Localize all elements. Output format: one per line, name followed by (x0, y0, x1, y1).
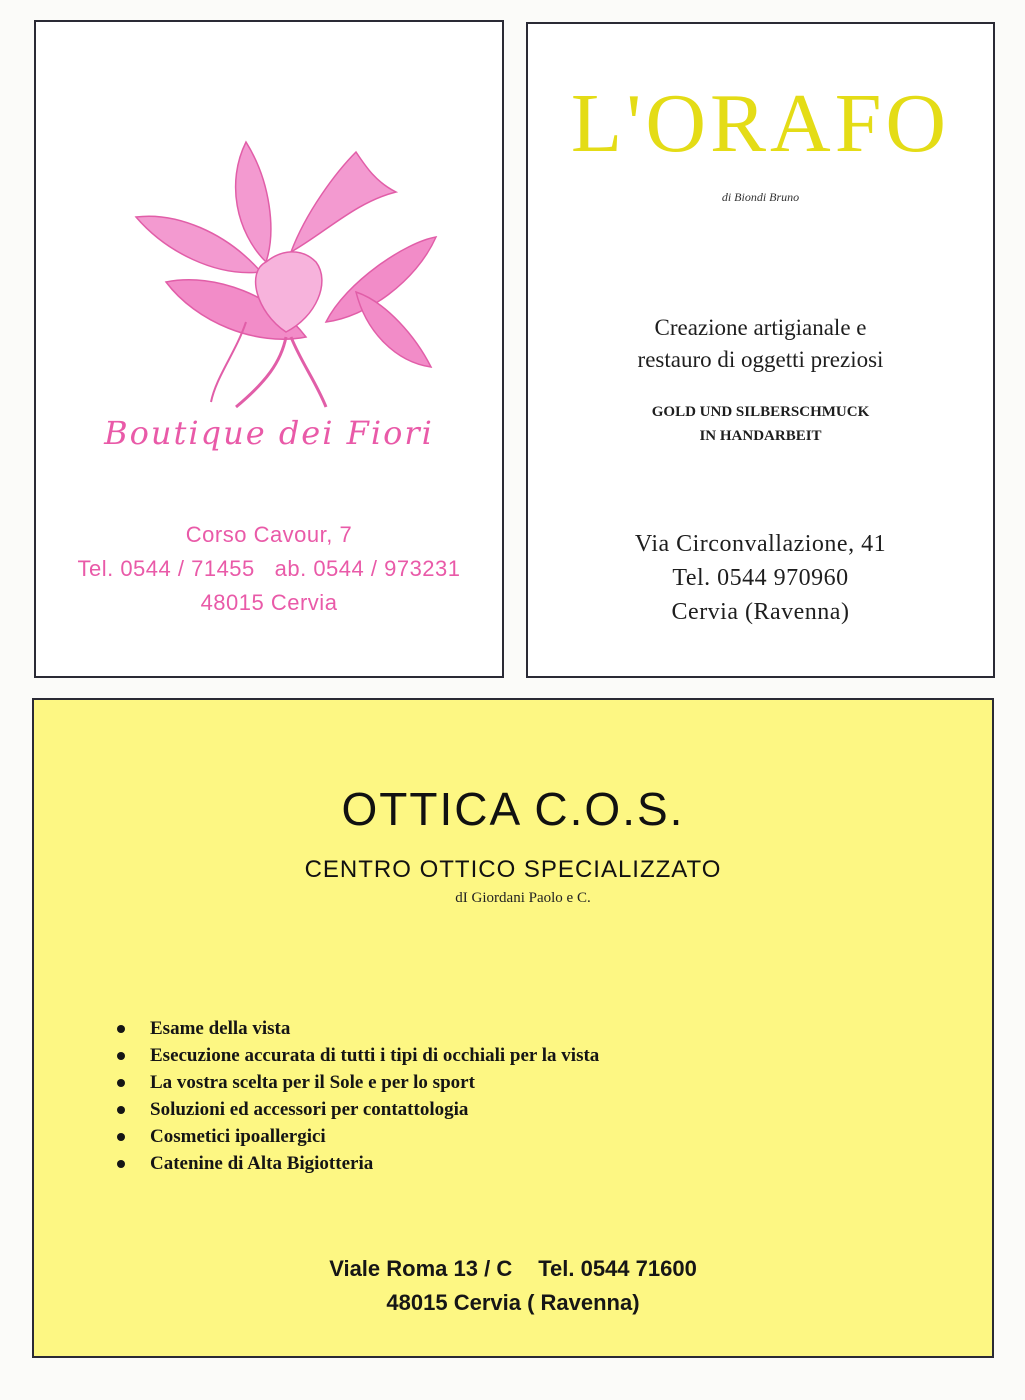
shop-subtitle: CENTRO OTTICO SPECIALIZZATO (304, 856, 722, 883)
owner-name: di Biondi Bruno (721, 190, 800, 204)
city: Cervia (Ravenna) (671, 599, 850, 625)
list-item: Esame della vista (114, 1015, 599, 1042)
contact-block (36, 518, 502, 620)
phone: Tel. 0544 71600 (538, 1256, 697, 1281)
services-list (114, 1015, 599, 1177)
address-line (34, 1252, 992, 1286)
description (528, 312, 993, 376)
contact-block (528, 527, 993, 629)
street-address: Viale Roma 13 / C (329, 1256, 513, 1281)
owner-name: dI Giordani Paolo e C. (455, 890, 591, 906)
phone-home: ab. 0544 / 973231 (274, 556, 461, 581)
phone: Tel. 0544 970960 (672, 565, 849, 591)
description-line: restauro di oggetti preziosi (637, 347, 884, 372)
boutique-fiori-ad (34, 20, 504, 678)
shop-title: OTTICA C.O.S. (341, 783, 685, 835)
phone-shop: Tel. 0544 / 71455 (77, 556, 255, 581)
contact-block (34, 1252, 992, 1320)
street-address: Corso Cavour, 7 (185, 522, 353, 547)
orafo-ad (526, 22, 995, 678)
orafo-logo: L'ORAFO (570, 77, 951, 170)
tagline-line: IN HANDARBEIT (699, 428, 822, 444)
list-item: Soluzioni ed accessori per contattologia (114, 1096, 599, 1123)
city: 48015 Cervia ( Ravenna) (386, 1290, 640, 1315)
city: 48015 Cervia (200, 590, 338, 615)
list-item: Esecuzione accurata di tutti i tipi di occhiali per la vista (114, 1042, 599, 1069)
street-address: Via Circonvallazione, 41 (634, 531, 887, 557)
shop-name: Boutique dei Fiori (104, 414, 434, 452)
tagline-line: GOLD UND SILBERSCHMUCK (651, 404, 870, 420)
phone-line (36, 552, 502, 586)
list-item: Catenine di Alta Bigiotteria (114, 1150, 599, 1177)
ottica-ad (32, 698, 994, 1358)
list-item: La vostra scelta per il Sole e per lo sport (114, 1069, 599, 1096)
description-line: Creazione artigianale e (654, 315, 867, 340)
orchid-illustration-icon (116, 122, 446, 412)
list-item: Cosmetici ipoallergici (114, 1123, 599, 1150)
german-tagline (528, 400, 993, 448)
